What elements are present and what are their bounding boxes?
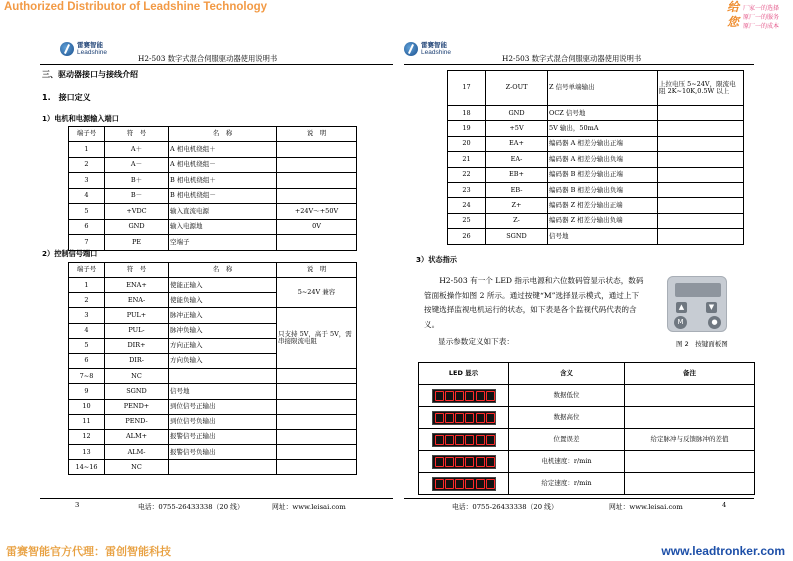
table-cell: 信号地 [169, 384, 277, 399]
table-cell: PUL- [105, 323, 169, 338]
table-row [69, 414, 357, 429]
table-cell: 报警信号负输出 [169, 445, 277, 460]
table-cell: +24V～+50V [277, 204, 357, 220]
up-arrow-icon: ▲ [676, 302, 687, 313]
table-cell [169, 369, 277, 384]
table-row [448, 71, 744, 106]
table-cell: 报警信号正输出 [169, 429, 277, 444]
table-row [448, 152, 744, 167]
panel-display [675, 283, 721, 297]
column-header: 含义 [509, 363, 625, 385]
led-display-cell [419, 385, 509, 407]
seal-line-3: 原厂一的成本 [743, 24, 780, 30]
column-header: 名 称 [169, 127, 277, 142]
table-cell: 23 [448, 182, 486, 197]
table-cell: A－ [105, 157, 169, 173]
segment-digit-icon [465, 435, 474, 445]
encoder-signal-table [447, 70, 744, 245]
distributor-banner: Authorized Distributor of Leadshine Technology [4, 1, 268, 13]
footer-rule [40, 498, 393, 499]
table-cell [277, 188, 357, 204]
table-cell: PEND- [105, 414, 169, 429]
table-cell: 方向正输入 [169, 338, 277, 353]
table-cell: 使能负输入 [169, 293, 277, 308]
table-cell [277, 384, 357, 399]
table-cell: 编码器 B 相差分输出负端 [548, 182, 658, 197]
segment-digit-icon [445, 435, 454, 445]
table-cell: Z-OUT [486, 71, 548, 106]
table-cell [277, 445, 357, 460]
table-cell: 方向负输入 [169, 353, 277, 368]
table-row [419, 451, 755, 473]
table-row [69, 429, 357, 444]
led-display-cell [419, 473, 509, 495]
seven-segment-display-icon [432, 389, 496, 403]
table-cell [658, 213, 744, 228]
seven-segment-display-icon [432, 477, 496, 491]
meaning-cell: 位置误差 [509, 429, 625, 451]
column-header: 说 明 [277, 263, 357, 278]
table-cell: 24 [448, 198, 486, 213]
table-cell: 20 [448, 136, 486, 151]
left-page [40, 38, 393, 518]
led-display-cell [419, 451, 509, 473]
table-header-row [69, 127, 357, 142]
table-cell [277, 460, 357, 475]
table-cell: OCZ 信号地 [548, 106, 658, 121]
table-cell: SGND [486, 229, 548, 244]
table-row [448, 182, 744, 197]
segment-digit-icon [435, 391, 444, 401]
table-cell: 12 [69, 429, 105, 444]
table-cell: 编码器 A 相差分输出负端 [548, 152, 658, 167]
mode-button-icon: M [674, 316, 687, 329]
seal-line-2: 原厂一的服务 [743, 15, 780, 21]
page-number: 4 [722, 501, 727, 509]
table-header-row [69, 263, 357, 278]
table-row [448, 121, 744, 136]
table-cell: 信号地 [548, 229, 658, 244]
table-cell: 5 [69, 338, 105, 353]
table-cell [277, 399, 357, 414]
table-cell: 到位信号负输出 [169, 414, 277, 429]
table-cell: 13 [69, 445, 105, 460]
table-cell: 14~16 [69, 460, 105, 475]
remark-cell [625, 473, 755, 495]
table-cell: 10 [69, 399, 105, 414]
table-cell: ALM+ [105, 429, 169, 444]
header-rule [40, 64, 393, 65]
seven-segment-display-icon [432, 433, 496, 447]
down-arrow-icon: ▼ [706, 302, 717, 313]
table-cell: 2 [69, 293, 105, 308]
table-cell [277, 173, 357, 189]
manual-title: H2-503 数字式混合伺服驱动器使用说明书 [138, 54, 278, 63]
segment-digit-icon [435, 479, 444, 489]
table-cell [658, 152, 744, 167]
table-row [69, 369, 357, 384]
table-cell: ENA+ [105, 278, 169, 293]
meaning-cell: 数据低位 [509, 385, 625, 407]
table-cell: 3 [69, 173, 105, 189]
enable-note: 5~24V 兼容 [277, 278, 357, 308]
leadshine-logo [60, 40, 107, 58]
logo-en-text: Leadshine [77, 49, 107, 56]
table-row [448, 136, 744, 151]
table-cell: 19 [448, 121, 486, 136]
segment-digit-icon [435, 435, 444, 445]
column-header: 名 称 [169, 263, 277, 278]
subsection-heading: 1. 接口定义 [42, 93, 91, 102]
segment-digit-icon [486, 413, 495, 423]
table-cell [658, 182, 744, 197]
segment-digit-icon [476, 457, 485, 467]
table-row [69, 173, 357, 189]
table-row [448, 229, 744, 244]
table-cell [169, 460, 277, 475]
table-row [69, 308, 357, 323]
key-panel-figure [667, 276, 727, 332]
remark-cell [625, 407, 755, 429]
table-cell: PE [105, 235, 169, 251]
table-row [69, 278, 357, 293]
table-cell: GND [105, 219, 169, 235]
table-cell [277, 414, 357, 429]
table-cell: 5 [69, 204, 105, 220]
table-cell: NC [105, 369, 169, 384]
official-agent-text: 雷赛智能官方代理：雷创智能科技 [6, 545, 171, 558]
segment-digit-icon [476, 413, 485, 423]
table-cell: A＋ [105, 142, 169, 158]
table-row [69, 142, 357, 158]
status-heading: 3）状态指示 [416, 255, 457, 264]
logo-en-text: Leadshine [421, 49, 451, 56]
footer-website: 网址：www.leisai.com [272, 503, 346, 511]
table-cell [658, 198, 744, 213]
segment-digit-icon [455, 435, 464, 445]
table-cell: DIR- [105, 353, 169, 368]
table-cell: +VDC [105, 204, 169, 220]
table-cell: 脉冲正输入 [169, 308, 277, 323]
table-cell: EB- [486, 182, 548, 197]
table-cell: 4 [69, 188, 105, 204]
table-row [419, 385, 755, 407]
table-cell: 21 [448, 152, 486, 167]
leadshine-logo-icon [60, 42, 74, 56]
table-cell: PUL+ [105, 308, 169, 323]
meaning-cell: 数据高位 [509, 407, 625, 429]
table-cell: 使能正输入 [169, 278, 277, 293]
page-number: 3 [75, 501, 80, 509]
table-row [448, 198, 744, 213]
table-row [69, 235, 357, 251]
led-display-table [418, 362, 755, 495]
segment-digit-icon [476, 435, 485, 445]
table-row [69, 157, 357, 173]
control-signal-table [68, 262, 357, 475]
table-cell: 6 [69, 353, 105, 368]
segment-digit-icon [455, 391, 464, 401]
status-paragraph: H2-503 有一个 LED 指示电源和六位数码管显示状态，数码管面板操作如图 2 所示。通过按键“M”选择显示模式，通过上下按键选择监视电机运行的状态，如下表是各个监视代码代表的含义。 [424, 276, 644, 329]
remark-cell: 给定脉冲与反馈脉冲的差值 [625, 429, 755, 451]
seal-char-2: 您 [727, 15, 740, 29]
table-cell: B＋ [105, 173, 169, 189]
table-cell: 到位信号正输出 [169, 399, 277, 414]
leadshine-logo-right [404, 40, 451, 58]
header-rule [404, 64, 754, 65]
table-cell: 18 [448, 106, 486, 121]
table-cell: 1 [69, 278, 105, 293]
enter-button-icon: ● [708, 316, 721, 329]
segment-digit-icon [435, 457, 444, 467]
logo-cn-text: 雷赛智能 [421, 42, 447, 49]
display-intro: 显示参数定义如下表： [438, 337, 514, 346]
segment-digit-icon [476, 479, 485, 489]
footer-phone: 电话：0755-26433338（20 线） [138, 503, 244, 511]
seal-line-1: 厂家一的选择 [743, 6, 780, 12]
right-page [404, 38, 754, 518]
segment-digit-icon [476, 391, 485, 401]
table-cell: ENA- [105, 293, 169, 308]
table-cell: B－ [105, 188, 169, 204]
table-cell: 2 [69, 157, 105, 173]
table-row [419, 473, 755, 495]
table-row [69, 399, 357, 414]
table-cell: 编码器 Z 相差分输出负端 [548, 213, 658, 228]
column-header: 端子号 [69, 127, 105, 142]
table-cell: NC [105, 460, 169, 475]
column-header: 说 明 [277, 127, 357, 142]
figure-caption: 图 2 按键面板图 [676, 340, 728, 348]
table-cell [277, 235, 357, 251]
table-cell: EA- [486, 152, 548, 167]
table-cell: 7 [69, 235, 105, 251]
table-cell: 25 [448, 213, 486, 228]
table-cell: 编码器 B 相差分输出正端 [548, 167, 658, 182]
table-cell: 0V [277, 219, 357, 235]
segment-digit-icon [445, 413, 454, 423]
table-header-row [419, 363, 755, 385]
remark-cell [625, 385, 755, 407]
table-cell: 编码器 Z 相差分输出正端 [548, 198, 658, 213]
table-cell [658, 167, 744, 182]
table-row [419, 429, 755, 451]
segment-digit-icon [486, 435, 495, 445]
seven-segment-display-icon [432, 455, 496, 469]
table-cell: 4 [69, 323, 105, 338]
table-cell: 17 [448, 71, 486, 106]
segment-digit-icon [445, 457, 454, 467]
led-display-cell [419, 429, 509, 451]
table-cell: Z 信号单端输出 [548, 71, 658, 106]
seal-char-1: 给 [727, 0, 740, 14]
table-cell: Z- [486, 213, 548, 228]
table-cell: 5V 输出，50mA [548, 121, 658, 136]
table-cell: A 相电机绕组＋ [169, 142, 277, 158]
table-cell: 11 [69, 414, 105, 429]
segment-digit-icon [455, 457, 464, 467]
table-row [448, 106, 744, 121]
table-cell: 输入电源地 [169, 219, 277, 235]
segment-digit-icon [435, 413, 444, 423]
segment-digit-icon [445, 479, 454, 489]
table-cell: SGND [105, 384, 169, 399]
segment-digit-icon [486, 391, 495, 401]
motor-table-title: 1）电机和电源输入端口 [42, 114, 119, 123]
table-cell: A 相电机绕组－ [169, 157, 277, 173]
table-cell: 编码器 A 相差分输出正端 [548, 136, 658, 151]
meaning-cell: 电机速度：r/min [509, 451, 625, 473]
footer-phone: 电话：0755-26433338（20 线） [452, 503, 558, 511]
table-cell: 输入直流电源 [169, 204, 277, 220]
table-cell: 1 [69, 142, 105, 158]
led-display-cell [419, 407, 509, 429]
table-cell: 脉冲负输入 [169, 323, 277, 338]
table-cell [277, 369, 357, 384]
section-heading: 三、驱动器接口与接线介绍 [42, 70, 138, 79]
table-cell: 22 [448, 167, 486, 182]
table-row [448, 213, 744, 228]
segment-digit-icon [465, 391, 474, 401]
table-row [69, 460, 357, 475]
table-cell: EB+ [486, 167, 548, 182]
table-cell: B 相电机绕组－ [169, 188, 277, 204]
table-cell [277, 429, 357, 444]
table-cell [658, 136, 744, 151]
table-cell: DIR+ [105, 338, 169, 353]
meaning-cell: 给定速度：r/min [509, 473, 625, 495]
table-cell: +5V [486, 121, 548, 136]
motor-power-table [68, 126, 357, 251]
column-header: 符 号 [105, 127, 169, 142]
manual-title-right: H2-503 数字式混合伺服驱动器使用说明书 [502, 54, 642, 63]
column-header: 符 号 [105, 263, 169, 278]
pulse-note: 只支持 5V，高于 5V，需串接限流电阻 [277, 308, 357, 369]
segment-digit-icon [455, 413, 464, 423]
table-cell: B 相电机绕组＋ [169, 173, 277, 189]
table-cell [277, 142, 357, 158]
table-cell: 上拉电压 5~24V，限流电阻 2K~10K,0.5W 以上 [658, 71, 744, 106]
table-cell: 3 [69, 308, 105, 323]
seven-segment-display-icon [432, 411, 496, 425]
control-table-title: 2）控制信号端口 [42, 249, 98, 258]
remark-cell [625, 451, 755, 473]
table-row [419, 407, 755, 429]
table-row [69, 384, 357, 399]
table-row [69, 445, 357, 460]
table-cell: 6 [69, 219, 105, 235]
table-row [69, 188, 357, 204]
segment-digit-icon [486, 457, 495, 467]
segment-digit-icon [465, 457, 474, 467]
leadshine-logo-icon [404, 42, 418, 56]
segment-digit-icon [445, 391, 454, 401]
table-cell: 9 [69, 384, 105, 399]
segment-digit-icon [486, 479, 495, 489]
table-cell: EA+ [486, 136, 548, 151]
table-cell [658, 106, 744, 121]
footer-website: 网址：www.leisai.com [609, 503, 683, 511]
table-cell: Z+ [486, 198, 548, 213]
table-row [69, 219, 357, 235]
table-cell [277, 157, 357, 173]
table-row [69, 204, 357, 220]
table-cell [658, 229, 744, 244]
table-cell: GND [486, 106, 548, 121]
table-cell: 26 [448, 229, 486, 244]
table-cell: 空端子 [169, 235, 277, 251]
segment-digit-icon [465, 479, 474, 489]
table-row [448, 167, 744, 182]
segment-digit-icon [455, 479, 464, 489]
footer-rule [404, 498, 754, 499]
logo-cn-text: 雷赛智能 [77, 42, 103, 49]
column-header: 备注 [625, 363, 755, 385]
segment-digit-icon [465, 413, 474, 423]
table-cell [658, 121, 744, 136]
distributor-seal [723, 0, 785, 32]
table-cell: PEND+ [105, 399, 169, 414]
table-cell: 7~8 [69, 369, 105, 384]
column-header: LED 显示 [419, 363, 509, 385]
table-cell: ALM- [105, 445, 169, 460]
agent-website-link[interactable]: www.leadtronker.com [661, 544, 785, 558]
column-header: 端子号 [69, 263, 105, 278]
